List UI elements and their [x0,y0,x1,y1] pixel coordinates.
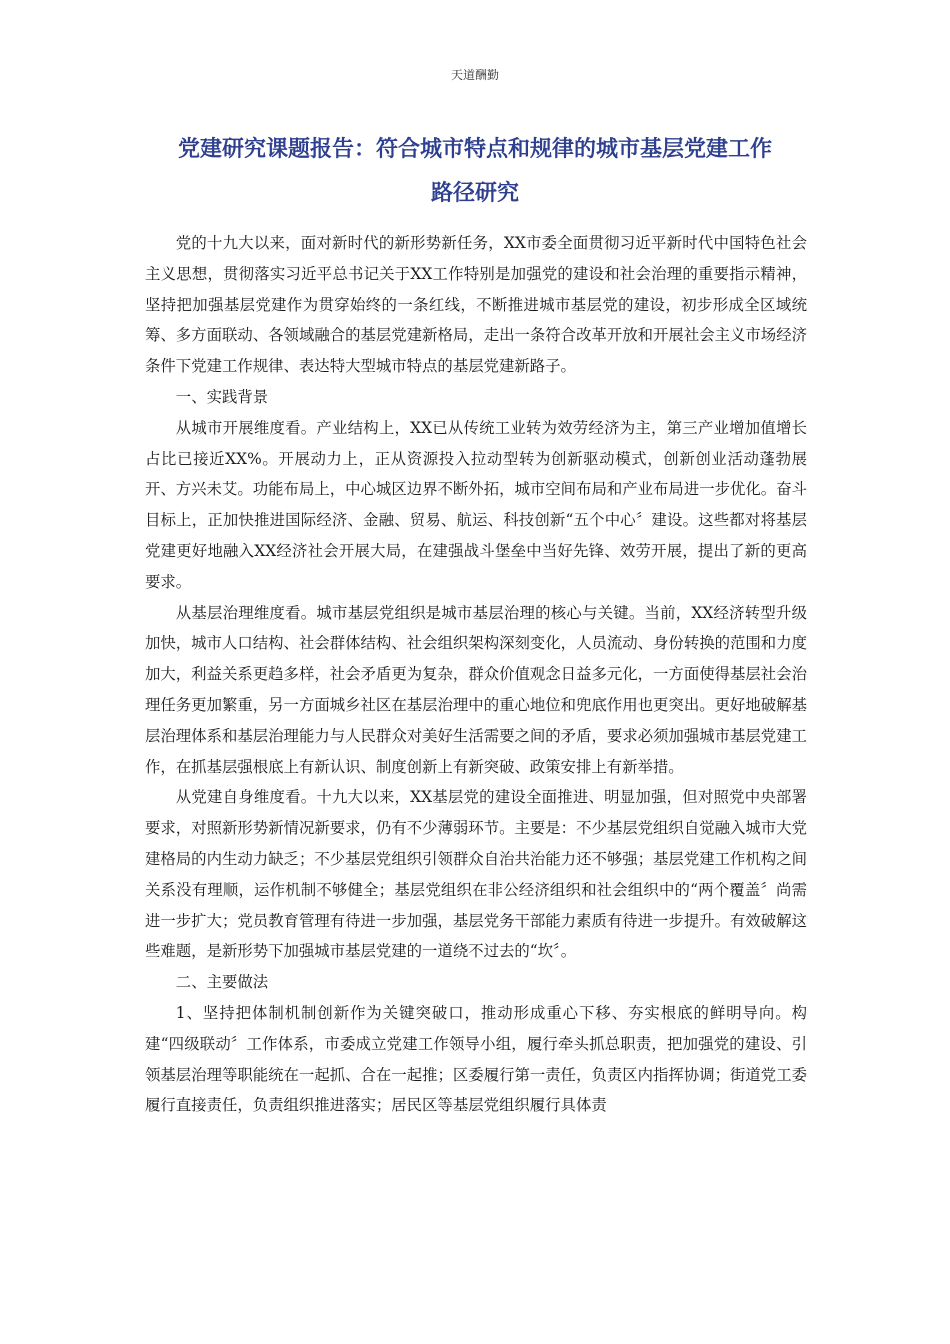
paragraph-party-building: 从党建自身维度看。十九大以来，XX基层党的建设全面推进、明显加强，但对照党中央部署要求，对照新形势新情况新要求，仍有不少薄弱环节。主要是：不少基层党组织自觉融入城市大党建格局的内生动力缺乏；不少基层党组织引领群众自治共治能力还不够强；基层党建工作机构之间关系没有理顺，运作机制不够健全；基层党组织在非公经济组织和社会组织中的“两个覆盖〞尚需进一步扩大；党员教育管理有待进一步加强，基层党务干部能力素质有待进一步提升。有效破解这些难题，是新形势下加强城市基层党建的一道绕不过去的“坎〞。 [145,788,807,961]
paragraph-practice-1: 1、坚持把体制机制创新作为关键突破口，推动形成重心下移、夯实根底的鲜明导向。构建“四级联动〞工作体系，市委成立党建工作领导小组，履行牵头抓总职责，把加强党的建设、引领基层治理等职能统在一起抓、合在一起推；区委履行第一责任，负责区内指挥协调；街道党工委履行直接责任，负责组织推进落实；居民区等基层党组织履行具体责 [145,1003,807,1115]
page-header: 天道酬勤 [450,68,499,82]
intro-paragraph: 党的十九大以来，面对新时代的新形势新任务，XX市委全面贯彻习近平新时代中国特色社会主义思想，贯彻落实习近平总书记关于XX工作特别是加强党的建设和社会治理的重要指示精神，坚持把加强基层党建作为贯穿始终的一条红线，不断推进城市基层党的建设，初步形成全区域统筹、多方面联动、各领域融合的基层党建新格局，走出一条符合改革开放和开展社会主义市场经济条件下党建工作规律、表达特大型城市特点的基层党建新路子。 [145,234,807,376]
document-body [145,228,807,1121]
section-heading-background: 一、实践背景 [175,387,269,406]
title-line-1: 党建研究课题报告：符合城市特点和规律的城市基层党建工作 [177,137,772,162]
title-line-2: 路径研究 [430,181,519,206]
document-title [140,128,810,216]
section-heading-practices: 二、主要做法 [175,973,269,992]
paragraph-city-development: 从城市开展维度看。产业结构上，XX已从传统工业转为效劳经济为主，第三产业增加值增长占比已接近XX%。开展动力上，正从资源投入拉动型转为创新驱动模式，创新创业活动蓬勃展开、方兴未艾。功能布局上，中心城区边界不断外拓，城市空间布局和产业布局进一步优化。奋斗目标上，正加快推进国际经济、金融、贸易、航运、科技创新“五个中心〞建设。这些都对将基层党建更好地融入XX经济社会开展大局，在建强战斗堡垒中当好先锋、效劳开展，提出了新的更高要求。 [145,418,807,591]
paragraph-grassroots-governance: 从基层治理维度看。城市基层党组织是城市基层治理的核心与关键。当前，XX经济转型升级加快，城市人口结构、社会群体结构、社会组织架构深刻变化，人员流动、身份转换的范围和力度加大，利益关系更趋多样，社会矛盾更为复杂，群众价值观念日益多元化，一方面使得基层社会治理任务更加繁重，另一方面城乡社区在基层治理中的重心地位和兜底作用也更突出。更好地破解基层治理体系和基层治理能力与人民群众对美好生活需要之间的矛盾，要求必须加强城市基层党建工作，在抓基层强根底上有新认识、制度创新上有新突破、政策安排上有新举措。 [145,603,807,776]
